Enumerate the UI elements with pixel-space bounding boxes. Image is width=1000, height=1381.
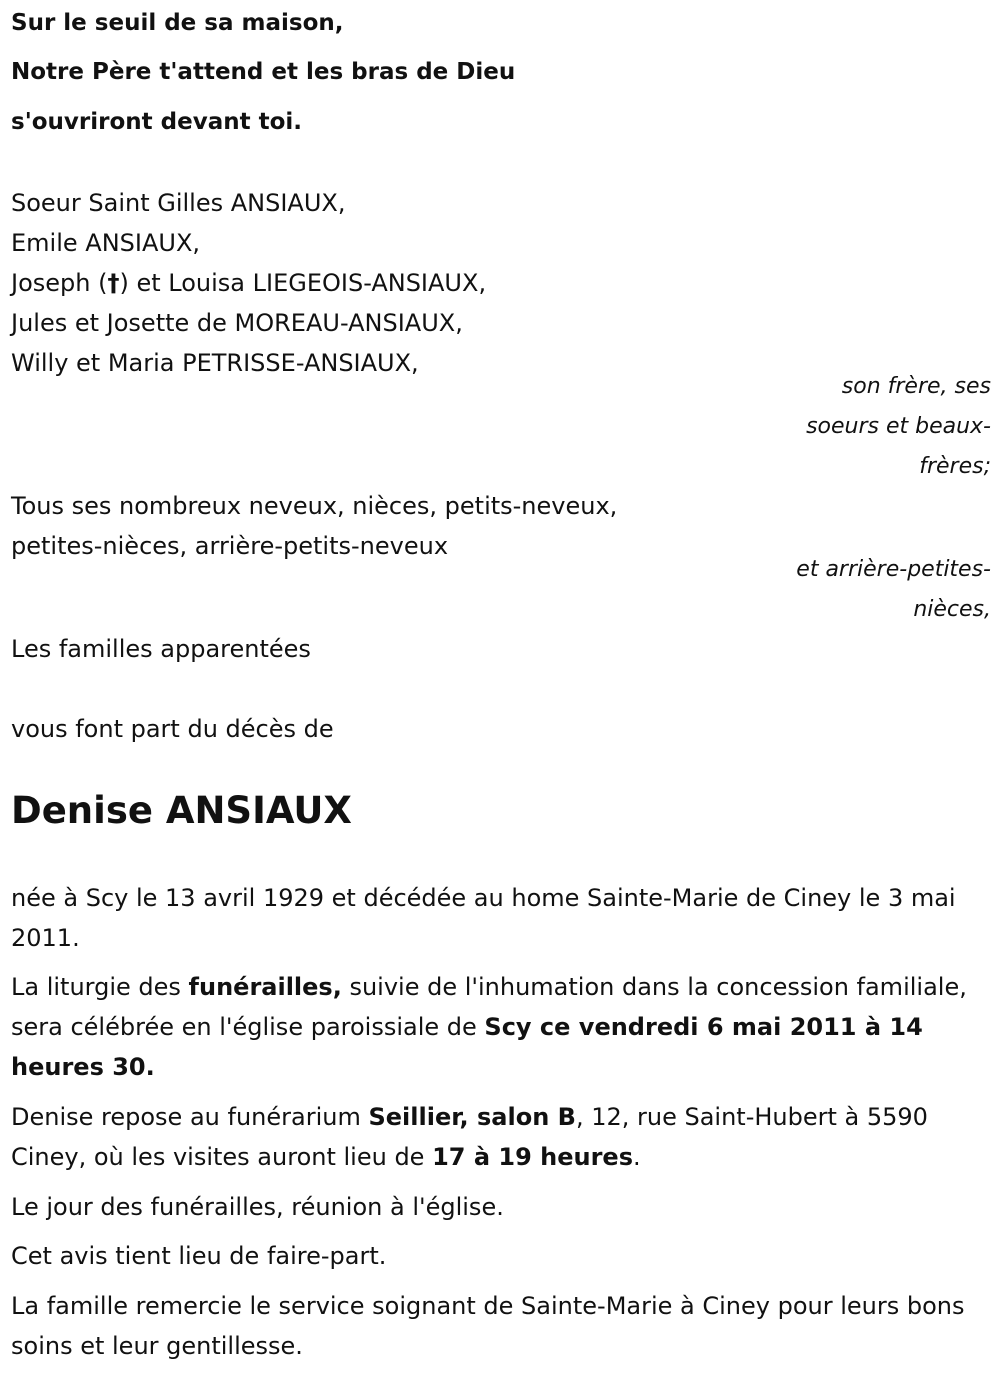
family-member-2: Emile ANSIAUX,: [11, 229, 201, 257]
relation-1-line-2: soeurs et beaux-: [806, 414, 991, 439]
family-member-3: [11, 269, 486, 297]
quote-line-2: Notre Père t'attend et les bras de Dieu: [11, 59, 516, 85]
relation-1-line-3: frères;: [919, 454, 991, 479]
relation-1-line-1: son frère, ses: [841, 374, 991, 399]
announcement: vous font part du décès de: [11, 715, 334, 743]
family-member-3-rest: ) et Louisa LIEGEOIS-ANSIAUX,: [119, 269, 487, 297]
relation-2-line-1: et arrière-petites-: [796, 557, 991, 582]
relation-2-line-2: nièces,: [913, 597, 991, 622]
family-member-3-first: Joseph (: [11, 269, 108, 297]
notice-paragraph: Cet avis tient lieu de faire-part.: [11, 1242, 387, 1270]
liturgy-bold-2: Scy ce vendredi 6 mai 2011 à 14 heures 30.: [11, 1013, 923, 1081]
repose-text-1: Denise repose au funérarium: [11, 1103, 369, 1131]
repose-text-2: , 12, rue Saint-Hubert à 5590 Ciney, où les visites auront lieu de: [11, 1103, 928, 1171]
repose-bold-1: Seillier, salon B: [368, 1103, 576, 1131]
liturgy-bold-1: funérailles,: [188, 973, 342, 1001]
family-member-1: Soeur Saint Gilles ANSIAUX,: [11, 189, 346, 217]
deceased-name: Denise ANSIAUX: [11, 789, 352, 832]
nephews-line-2: petites-nièces, arrière-petits-neveux: [11, 532, 449, 560]
meeting-paragraph: Le jour des funérailles, réunion à l'église.: [11, 1193, 504, 1221]
quote-line-3: s'ouvriront devant toi.: [11, 109, 303, 135]
related-families: Les familles apparentées: [11, 635, 311, 663]
family-member-4: Jules et Josette de MOREAU-ANSIAUX,: [11, 309, 463, 337]
family-member-5: Willy et Maria PETRISSE-ANSIAUX,: [11, 349, 419, 377]
liturgy-text-1: La liturgie des: [11, 973, 189, 1001]
liturgy-paragraph: [11, 967, 986, 1087]
liturgy-text-2: suivie de l'inhumation dans la concession familiale, sera célébrée en l'église paroissiale de: [11, 973, 967, 1041]
thanks-paragraph: La famille remercie le service soignant de Sainte-Marie à Ciney pour leurs bons soins et leur gentillesse.: [11, 1292, 965, 1360]
birth-death-paragraph: née à Scy le 13 avril 1929 et décédée au home Sainte-Marie de Ciney le 3 mai 2011.: [11, 884, 956, 952]
quote-line-1: Sur le seuil de sa maison,: [11, 10, 344, 36]
repose-text-3: .: [632, 1143, 641, 1171]
cross-icon: †: [107, 269, 120, 297]
repose-paragraph: [11, 1097, 986, 1177]
nephews-line-1: Tous ses nombreux neveux, nièces, petits-neveux,: [11, 492, 618, 520]
repose-bold-2: 17 à 19 heures: [432, 1143, 633, 1171]
